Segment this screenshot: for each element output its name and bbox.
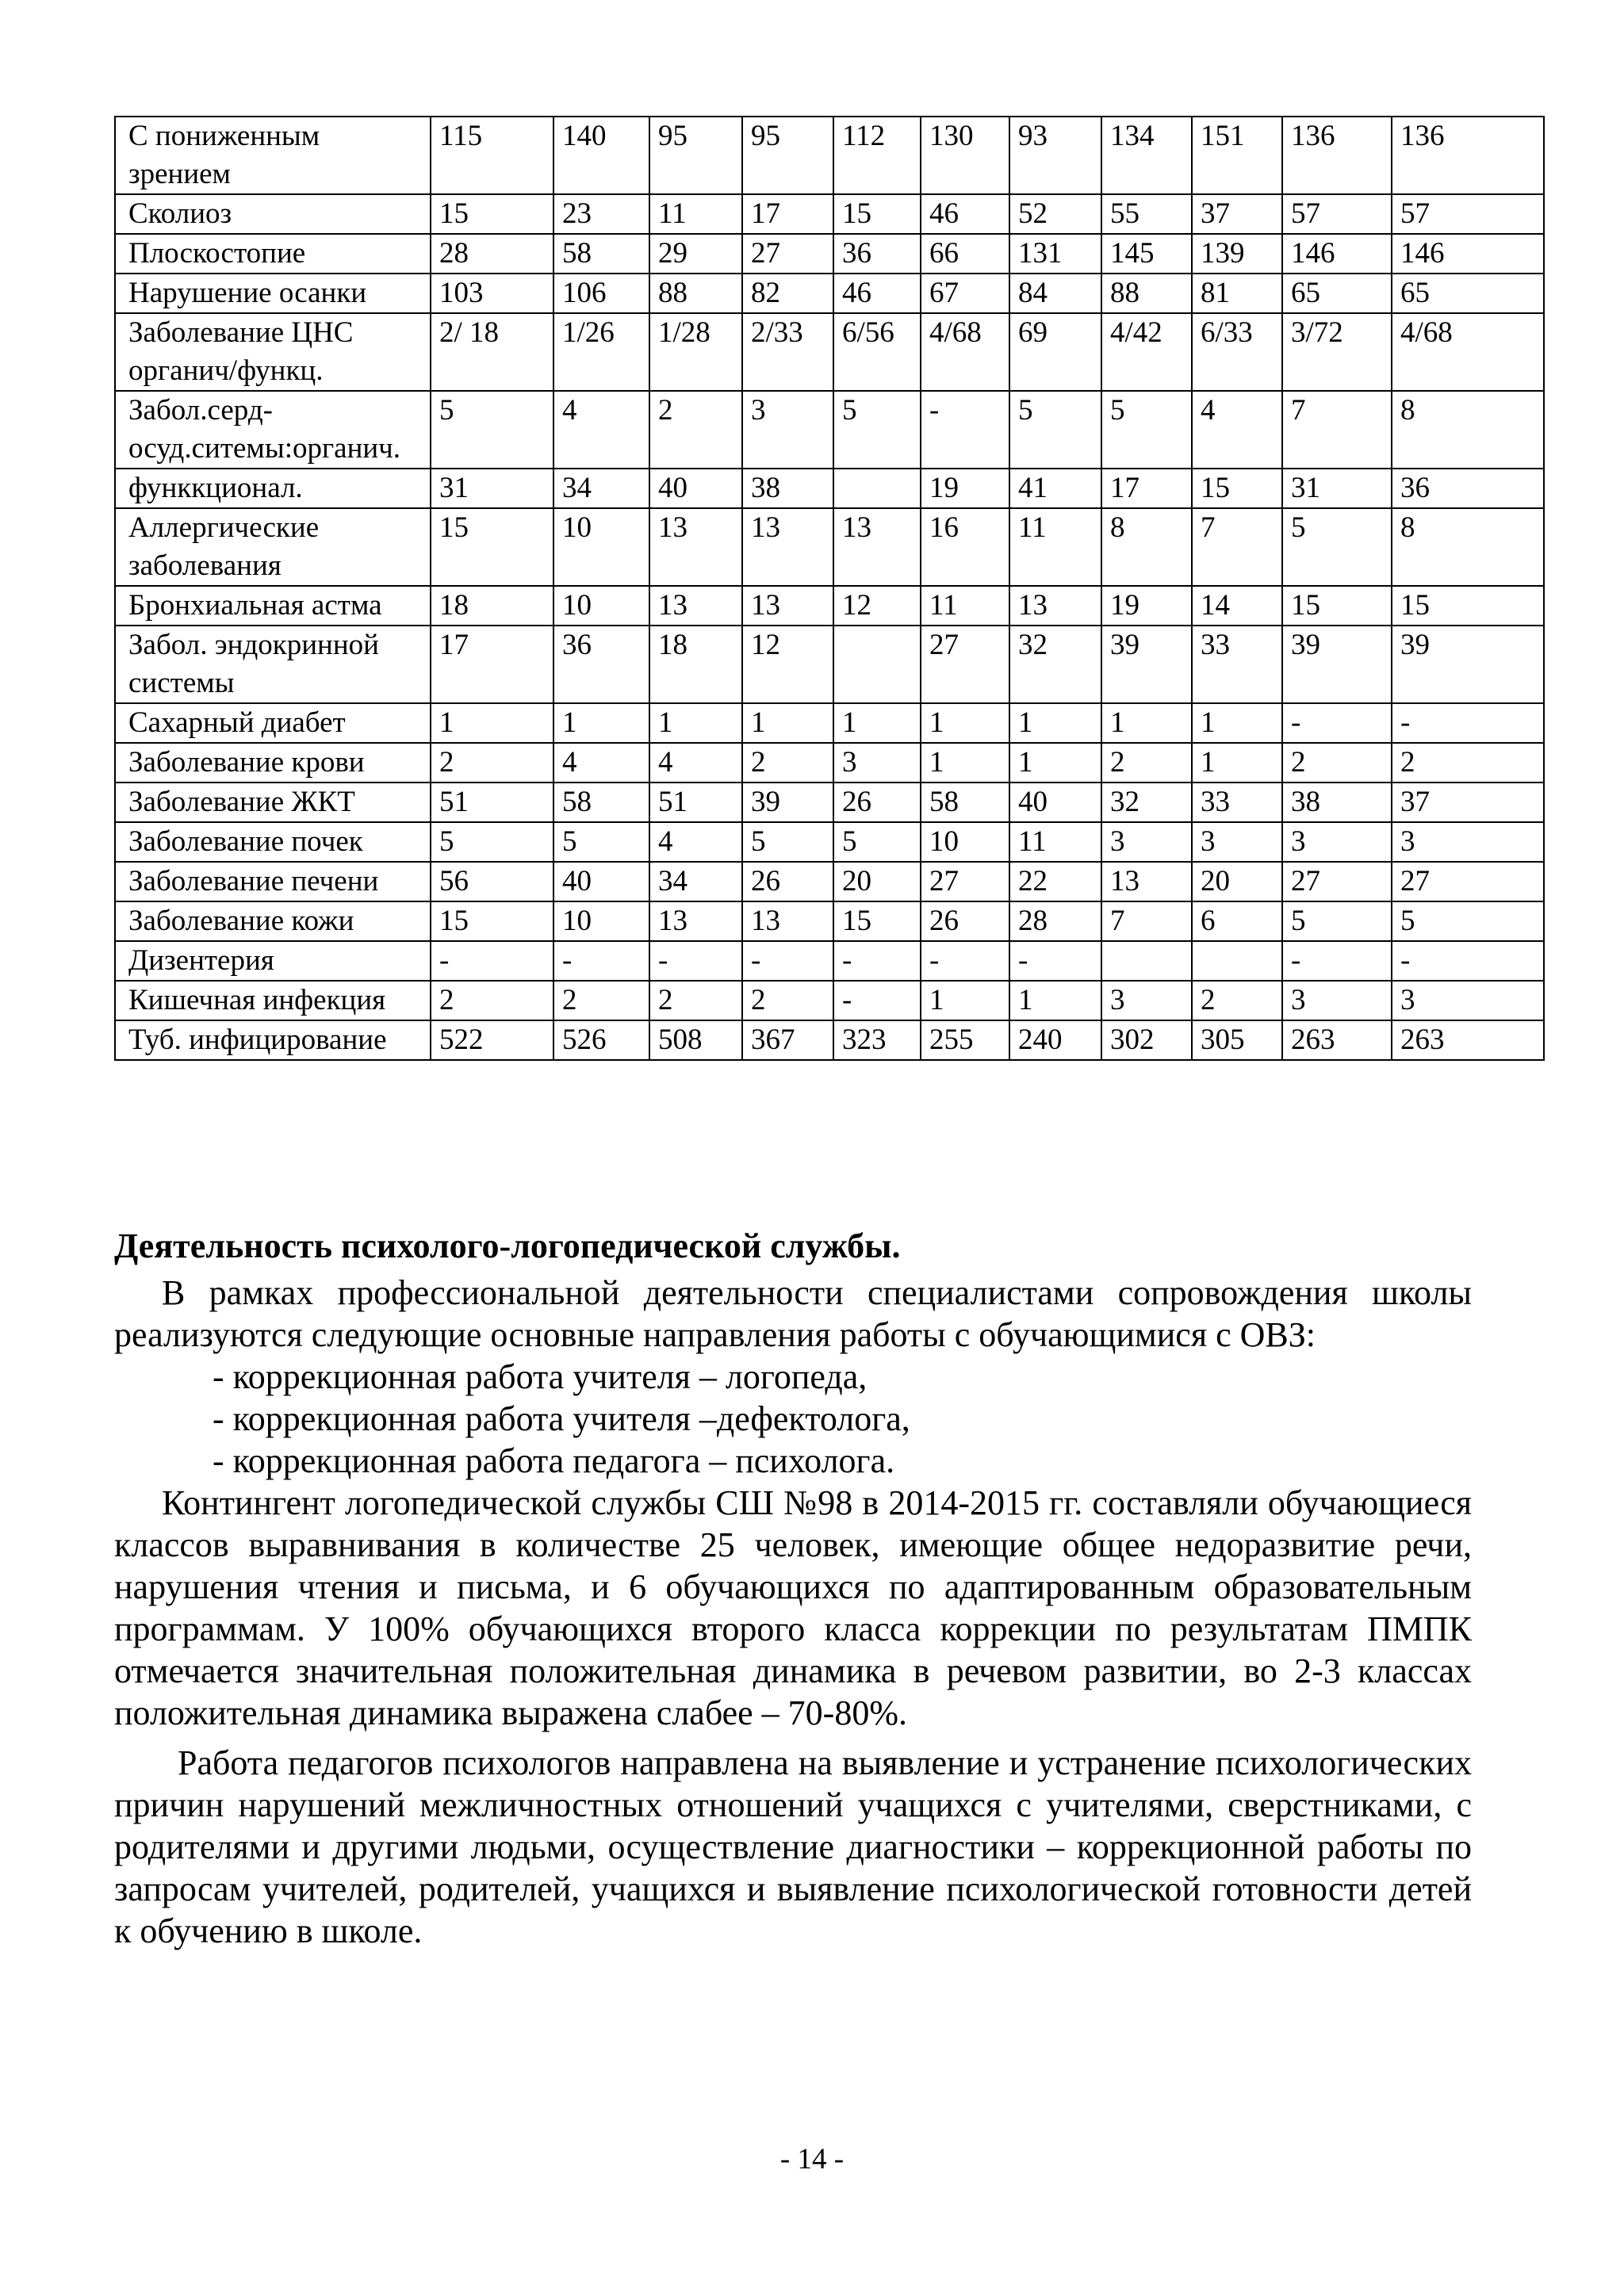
- row-label: Сколиоз: [115, 194, 431, 234]
- table-cell: 2: [1392, 743, 1544, 783]
- table-cell: 4/68: [921, 313, 1009, 391]
- table-row: [115, 901, 1544, 941]
- table-cell: 3/72: [1282, 313, 1392, 391]
- table-cell: 14: [1192, 586, 1282, 626]
- table-cell: [833, 469, 921, 508]
- table-cell: 17: [742, 194, 833, 234]
- table-cell: 2: [431, 743, 553, 783]
- table-cell: 88: [649, 274, 742, 313]
- table-cell: 103: [431, 274, 553, 313]
- table-cell: 95: [649, 117, 742, 194]
- table-cell: 31: [1282, 469, 1392, 508]
- table-cell: 1: [1192, 743, 1282, 783]
- table-cell: 46: [921, 194, 1009, 234]
- table-cell: 27: [742, 234, 833, 274]
- table-row: [115, 981, 1544, 1020]
- row-label: Нарушение осанки: [115, 274, 431, 313]
- table-cell: 305: [1192, 1020, 1282, 1060]
- table-cell: 39: [1101, 626, 1192, 703]
- table-cell: 15: [431, 508, 553, 586]
- table-cell: 15: [1282, 586, 1392, 626]
- table-cell: 88: [1101, 274, 1192, 313]
- table-cell: 13: [742, 901, 833, 941]
- table-cell: 136: [1282, 117, 1392, 194]
- table-cell: 140: [553, 117, 649, 194]
- table-cell: 17: [1101, 469, 1192, 508]
- table-cell: 5: [833, 822, 921, 862]
- row-label: Заболевание печени: [115, 862, 431, 901]
- table-cell: 1/28: [649, 313, 742, 391]
- table-cell: 5: [1282, 901, 1392, 941]
- row-label: Заболевание почек: [115, 822, 431, 862]
- table-cell: 2: [1101, 743, 1192, 783]
- table-cell: 13: [833, 508, 921, 586]
- table-cell: 3: [1282, 981, 1392, 1020]
- table-cell: -: [649, 941, 742, 981]
- table-cell: 52: [1009, 194, 1101, 234]
- table-cell: 27: [1392, 862, 1544, 901]
- table-cell: 28: [431, 234, 553, 274]
- table-cell: 10: [553, 508, 649, 586]
- table-cell: 28: [1009, 901, 1101, 941]
- table-cell: 69: [1009, 313, 1101, 391]
- table-cell: 11: [649, 194, 742, 234]
- table-row: [115, 313, 1544, 391]
- table-cell: 13: [649, 901, 742, 941]
- table-cell: 31: [431, 469, 553, 508]
- table-cell: 2: [553, 981, 649, 1020]
- table-cell: 7: [1192, 508, 1282, 586]
- table-cell: 66: [921, 234, 1009, 274]
- section-intro: В рамках профессиональной деятельности специалистами сопровождения школы реализуются следующие основные направления работы с обучающимися с ОВЗ:: [114, 1273, 1472, 1354]
- table-row: [115, 117, 1544, 194]
- table-cell: 36: [1392, 469, 1544, 508]
- row-label: Аллергические заболевания: [115, 508, 431, 586]
- table-cell: 3: [1192, 822, 1282, 862]
- table-cell: 58: [553, 783, 649, 822]
- table-cell: -: [921, 941, 1009, 981]
- table-cell: 51: [649, 783, 742, 822]
- table-row: [115, 391, 1544, 469]
- table-cell: 55: [1101, 194, 1192, 234]
- table-cell: 3: [833, 743, 921, 783]
- table-cell: 4: [649, 822, 742, 862]
- table-cell: 263: [1282, 1020, 1392, 1060]
- table-cell: 3: [1101, 822, 1192, 862]
- table-cell: 3: [1392, 822, 1544, 862]
- table-cell: 5: [431, 391, 553, 469]
- table-cell: 136: [1392, 117, 1544, 194]
- table-cell: [1192, 941, 1282, 981]
- table-cell: 145: [1101, 234, 1192, 274]
- table-cell: 93: [1009, 117, 1101, 194]
- table-cell: 5: [833, 391, 921, 469]
- table-cell: 23: [553, 194, 649, 234]
- table-cell: 15: [431, 194, 553, 234]
- row-label: Забол. эндокринной системы: [115, 626, 431, 703]
- table-cell: 146: [1282, 234, 1392, 274]
- row-label: Заболевание ЦНС органич/функц.: [115, 313, 431, 391]
- table-cell: 5: [1392, 901, 1544, 941]
- table-row: [115, 194, 1544, 234]
- table-cell: 3: [1392, 981, 1544, 1020]
- table-cell: 2: [742, 981, 833, 1020]
- table-row: [115, 626, 1544, 703]
- table-cell: -: [833, 941, 921, 981]
- table-cell: 39: [1282, 626, 1392, 703]
- table-cell: 46: [833, 274, 921, 313]
- table-cell: 2/ 18: [431, 313, 553, 391]
- table-cell: 4: [553, 743, 649, 783]
- table-row: [115, 469, 1544, 508]
- table-cell: 134: [1101, 117, 1192, 194]
- table-cell: 29: [649, 234, 742, 274]
- table-cell: 1: [921, 743, 1009, 783]
- table-row: [115, 822, 1544, 862]
- table-row: [115, 274, 1544, 313]
- table-cell: 10: [921, 822, 1009, 862]
- table-cell: 40: [553, 862, 649, 901]
- table-cell: 263: [1392, 1020, 1544, 1060]
- table-cell: 1: [1009, 981, 1101, 1020]
- table-cell: 57: [1392, 194, 1544, 234]
- table-cell: 34: [553, 469, 649, 508]
- table-cell: 95: [742, 117, 833, 194]
- table-cell: 13: [649, 508, 742, 586]
- table-cell: 522: [431, 1020, 553, 1060]
- table-cell: 139: [1192, 234, 1282, 274]
- table-cell: 1: [553, 703, 649, 743]
- table-cell: 8: [1392, 508, 1544, 586]
- table-cell: 367: [742, 1020, 833, 1060]
- table-cell: -: [431, 941, 553, 981]
- table-cell: 131: [1009, 234, 1101, 274]
- table-cell: 5: [553, 822, 649, 862]
- table-cell: 3: [1101, 981, 1192, 1020]
- table-row: [115, 703, 1544, 743]
- table-cell: 6: [1192, 901, 1282, 941]
- row-label: Кишечная инфекция: [115, 981, 431, 1020]
- table-cell: 1: [649, 703, 742, 743]
- table-row: [115, 586, 1544, 626]
- row-label: Заболевание ЖКТ: [115, 783, 431, 822]
- table-cell: 7: [1282, 391, 1392, 469]
- table-cell: 20: [1192, 862, 1282, 901]
- table-cell: 7: [1101, 901, 1192, 941]
- table-cell: 106: [553, 274, 649, 313]
- table-cell: 13: [649, 586, 742, 626]
- table-cell: 115: [431, 117, 553, 194]
- table-cell: 33: [1192, 626, 1282, 703]
- section-heading: Деятельность психолого-логопедической службы.: [114, 1226, 901, 1265]
- row-label: Дизентерия: [115, 941, 431, 981]
- table-cell: 81: [1192, 274, 1282, 313]
- work-directions-list: [114, 1356, 1472, 1482]
- row-label: функкционал.: [115, 469, 431, 508]
- table-cell: 5: [1009, 391, 1101, 469]
- table-cell: 5: [742, 822, 833, 862]
- table-cell: 1: [833, 703, 921, 743]
- table-cell: 13: [742, 586, 833, 626]
- row-label: Заболевание кожи: [115, 901, 431, 941]
- table-cell: 15: [1192, 469, 1282, 508]
- table-cell: 18: [649, 626, 742, 703]
- table-cell: -: [1009, 941, 1101, 981]
- table-cell: 84: [1009, 274, 1101, 313]
- contingent-paragraph: Контингент логопедической службы СШ №98 в 2014-2015 гг. составляли обучающиеся классов выравнивания в количестве 25 человек, имеющие общее недоразвитие речи, нарушения чтения и письма, и 6 обучающихся по адаптированным образовательным программам. У 100% обучающихся второго класса коррекции по результатам ПМПК отмечается значительная положительная динамика в речевом развитии, во 2-3 классах положительная динамика выражена слабее – 70-80%.: [114, 1483, 1472, 1732]
- page-number: - 14 -: [779, 2143, 845, 2175]
- table-cell: 1: [1192, 703, 1282, 743]
- table-cell: 20: [833, 862, 921, 901]
- table-body: [115, 117, 1544, 1060]
- table-row: [115, 234, 1544, 274]
- table-cell: 151: [1192, 117, 1282, 194]
- table-cell: 10: [553, 586, 649, 626]
- table-cell: -: [1282, 941, 1392, 981]
- table-cell: 12: [833, 586, 921, 626]
- table-cell: 26: [921, 901, 1009, 941]
- table-cell: 36: [833, 234, 921, 274]
- table-cell: [1101, 941, 1192, 981]
- table-row: [115, 783, 1544, 822]
- table-cell: 2: [1192, 981, 1282, 1020]
- table-cell: 4: [1192, 391, 1282, 469]
- table-row: [115, 508, 1544, 586]
- table-cell: 32: [1009, 626, 1101, 703]
- table-cell: 5: [431, 822, 553, 862]
- table-cell: 2: [649, 391, 742, 469]
- table-cell: 6/56: [833, 313, 921, 391]
- table-cell: 4/42: [1101, 313, 1192, 391]
- health-statistics-table: [114, 116, 1545, 1061]
- table-cell: 1: [1101, 703, 1192, 743]
- table-cell: 15: [431, 901, 553, 941]
- table-cell: 15: [1392, 586, 1544, 626]
- table-cell: 26: [742, 862, 833, 901]
- table-cell: 1/26: [553, 313, 649, 391]
- table-cell: 58: [921, 783, 1009, 822]
- psychologists-paragraph: Работа педагогов психологов направлена на выявление и устранение психологических причин нарушений межличностных отношений учащихся с учителями, сверстниками, с родителями и другими людьми, осуществление диагностики – коррекционной работы по запросам учителей, родителей, учащихся и выявление психологической готовности детей к обучению в школе.: [114, 1743, 1472, 1950]
- table-cell: 27: [1282, 862, 1392, 901]
- row-label: Заболевание крови: [115, 743, 431, 783]
- table-cell: 130: [921, 117, 1009, 194]
- table-cell: 11: [921, 586, 1009, 626]
- table-cell: 10: [553, 901, 649, 941]
- table-cell: 39: [1392, 626, 1544, 703]
- table-cell: 15: [833, 194, 921, 234]
- table-cell: 11: [1009, 822, 1101, 862]
- table-cell: 39: [742, 783, 833, 822]
- table-cell: 33: [1192, 783, 1282, 822]
- table-cell: 37: [1392, 783, 1544, 822]
- table-cell: 255: [921, 1020, 1009, 1060]
- table-cell: 508: [649, 1020, 742, 1060]
- table-cell: 526: [553, 1020, 649, 1060]
- table-cell: 16: [921, 508, 1009, 586]
- table-cell: 67: [921, 274, 1009, 313]
- table-cell: 40: [649, 469, 742, 508]
- table-cell: 11: [1009, 508, 1101, 586]
- table-cell: 36: [553, 626, 649, 703]
- row-label: Плоскостопие: [115, 234, 431, 274]
- table-cell: 5: [1101, 391, 1192, 469]
- table-cell: 41: [1009, 469, 1101, 508]
- table-cell: 22: [1009, 862, 1101, 901]
- table-cell: 1: [921, 981, 1009, 1020]
- table-cell: 13: [742, 508, 833, 586]
- table-cell: 112: [833, 117, 921, 194]
- table-cell: 18: [431, 586, 553, 626]
- table-cell: 1: [1009, 703, 1101, 743]
- table-cell: -: [921, 391, 1009, 469]
- table-cell: 27: [921, 626, 1009, 703]
- table-cell: 13: [1009, 586, 1101, 626]
- row-label: Сахарный диабет: [115, 703, 431, 743]
- table-cell: 27: [921, 862, 1009, 901]
- table-cell: 3: [1282, 822, 1392, 862]
- table-cell: 2: [649, 981, 742, 1020]
- table-cell: 65: [1392, 274, 1544, 313]
- table-cell: 240: [1009, 1020, 1101, 1060]
- table-cell: 1: [1009, 743, 1101, 783]
- table-cell: 2: [431, 981, 553, 1020]
- table-cell: 38: [742, 469, 833, 508]
- table-cell: 5: [1282, 508, 1392, 586]
- table-cell: 302: [1101, 1020, 1192, 1060]
- row-label: Бронхиальная астма: [115, 586, 431, 626]
- table-cell: 13: [1101, 862, 1192, 901]
- table-cell: 3: [742, 391, 833, 469]
- table-cell: 26: [833, 783, 921, 822]
- table-cell: 40: [1009, 783, 1101, 822]
- table-row: [115, 862, 1544, 901]
- table-cell: 38: [1282, 783, 1392, 822]
- table-cell: -: [833, 981, 921, 1020]
- table-cell: 4: [553, 391, 649, 469]
- table-cell: 1: [921, 703, 1009, 743]
- table-cell: 58: [553, 234, 649, 274]
- table-cell: 19: [921, 469, 1009, 508]
- table-cell: 1: [431, 703, 553, 743]
- table-cell: 32: [1101, 783, 1192, 822]
- table-cell: 2: [742, 743, 833, 783]
- table-row: [115, 941, 1544, 981]
- table-cell: 19: [1101, 586, 1192, 626]
- table-cell: 65: [1282, 274, 1392, 313]
- table-cell: 51: [431, 783, 553, 822]
- table-cell: 17: [431, 626, 553, 703]
- table-cell: 8: [1392, 391, 1544, 469]
- table-cell: 1: [742, 703, 833, 743]
- table-cell: 15: [833, 901, 921, 941]
- table-cell: 323: [833, 1020, 921, 1060]
- table-cell: 4/68: [1392, 313, 1544, 391]
- list-item: - коррекционная работа учителя – логопеда,: [213, 1357, 868, 1396]
- table-cell: 8: [1101, 508, 1192, 586]
- speech-therapy-section: [114, 1225, 1472, 1952]
- row-label: Туб. инфицирование: [115, 1020, 431, 1060]
- table-cell: 146: [1392, 234, 1544, 274]
- row-label: Забол.серд-осуд.ситемы:органич.: [115, 391, 431, 469]
- table-cell: 56: [431, 862, 553, 901]
- row-label: С пониженным зрением: [115, 117, 431, 194]
- table-cell: -: [1392, 941, 1544, 981]
- table-cell: -: [742, 941, 833, 981]
- table-row: [115, 1020, 1544, 1060]
- table-cell: [833, 626, 921, 703]
- table-cell: -: [1282, 703, 1392, 743]
- table-cell: -: [553, 941, 649, 981]
- table-cell: -: [1392, 703, 1544, 743]
- list-item: - коррекционная работа педагога – психолога.: [213, 1441, 895, 1480]
- table-cell: 4: [649, 743, 742, 783]
- table-cell: 57: [1282, 194, 1392, 234]
- table-cell: 34: [649, 862, 742, 901]
- table-cell: 12: [742, 626, 833, 703]
- table-cell: 82: [742, 274, 833, 313]
- table-row: [115, 743, 1544, 783]
- table-cell: 37: [1192, 194, 1282, 234]
- table-cell: 2: [1282, 743, 1392, 783]
- table-cell: 6/33: [1192, 313, 1282, 391]
- list-item: - коррекционная работа учителя –дефектолога,: [213, 1399, 910, 1438]
- table-cell: 2/33: [742, 313, 833, 391]
